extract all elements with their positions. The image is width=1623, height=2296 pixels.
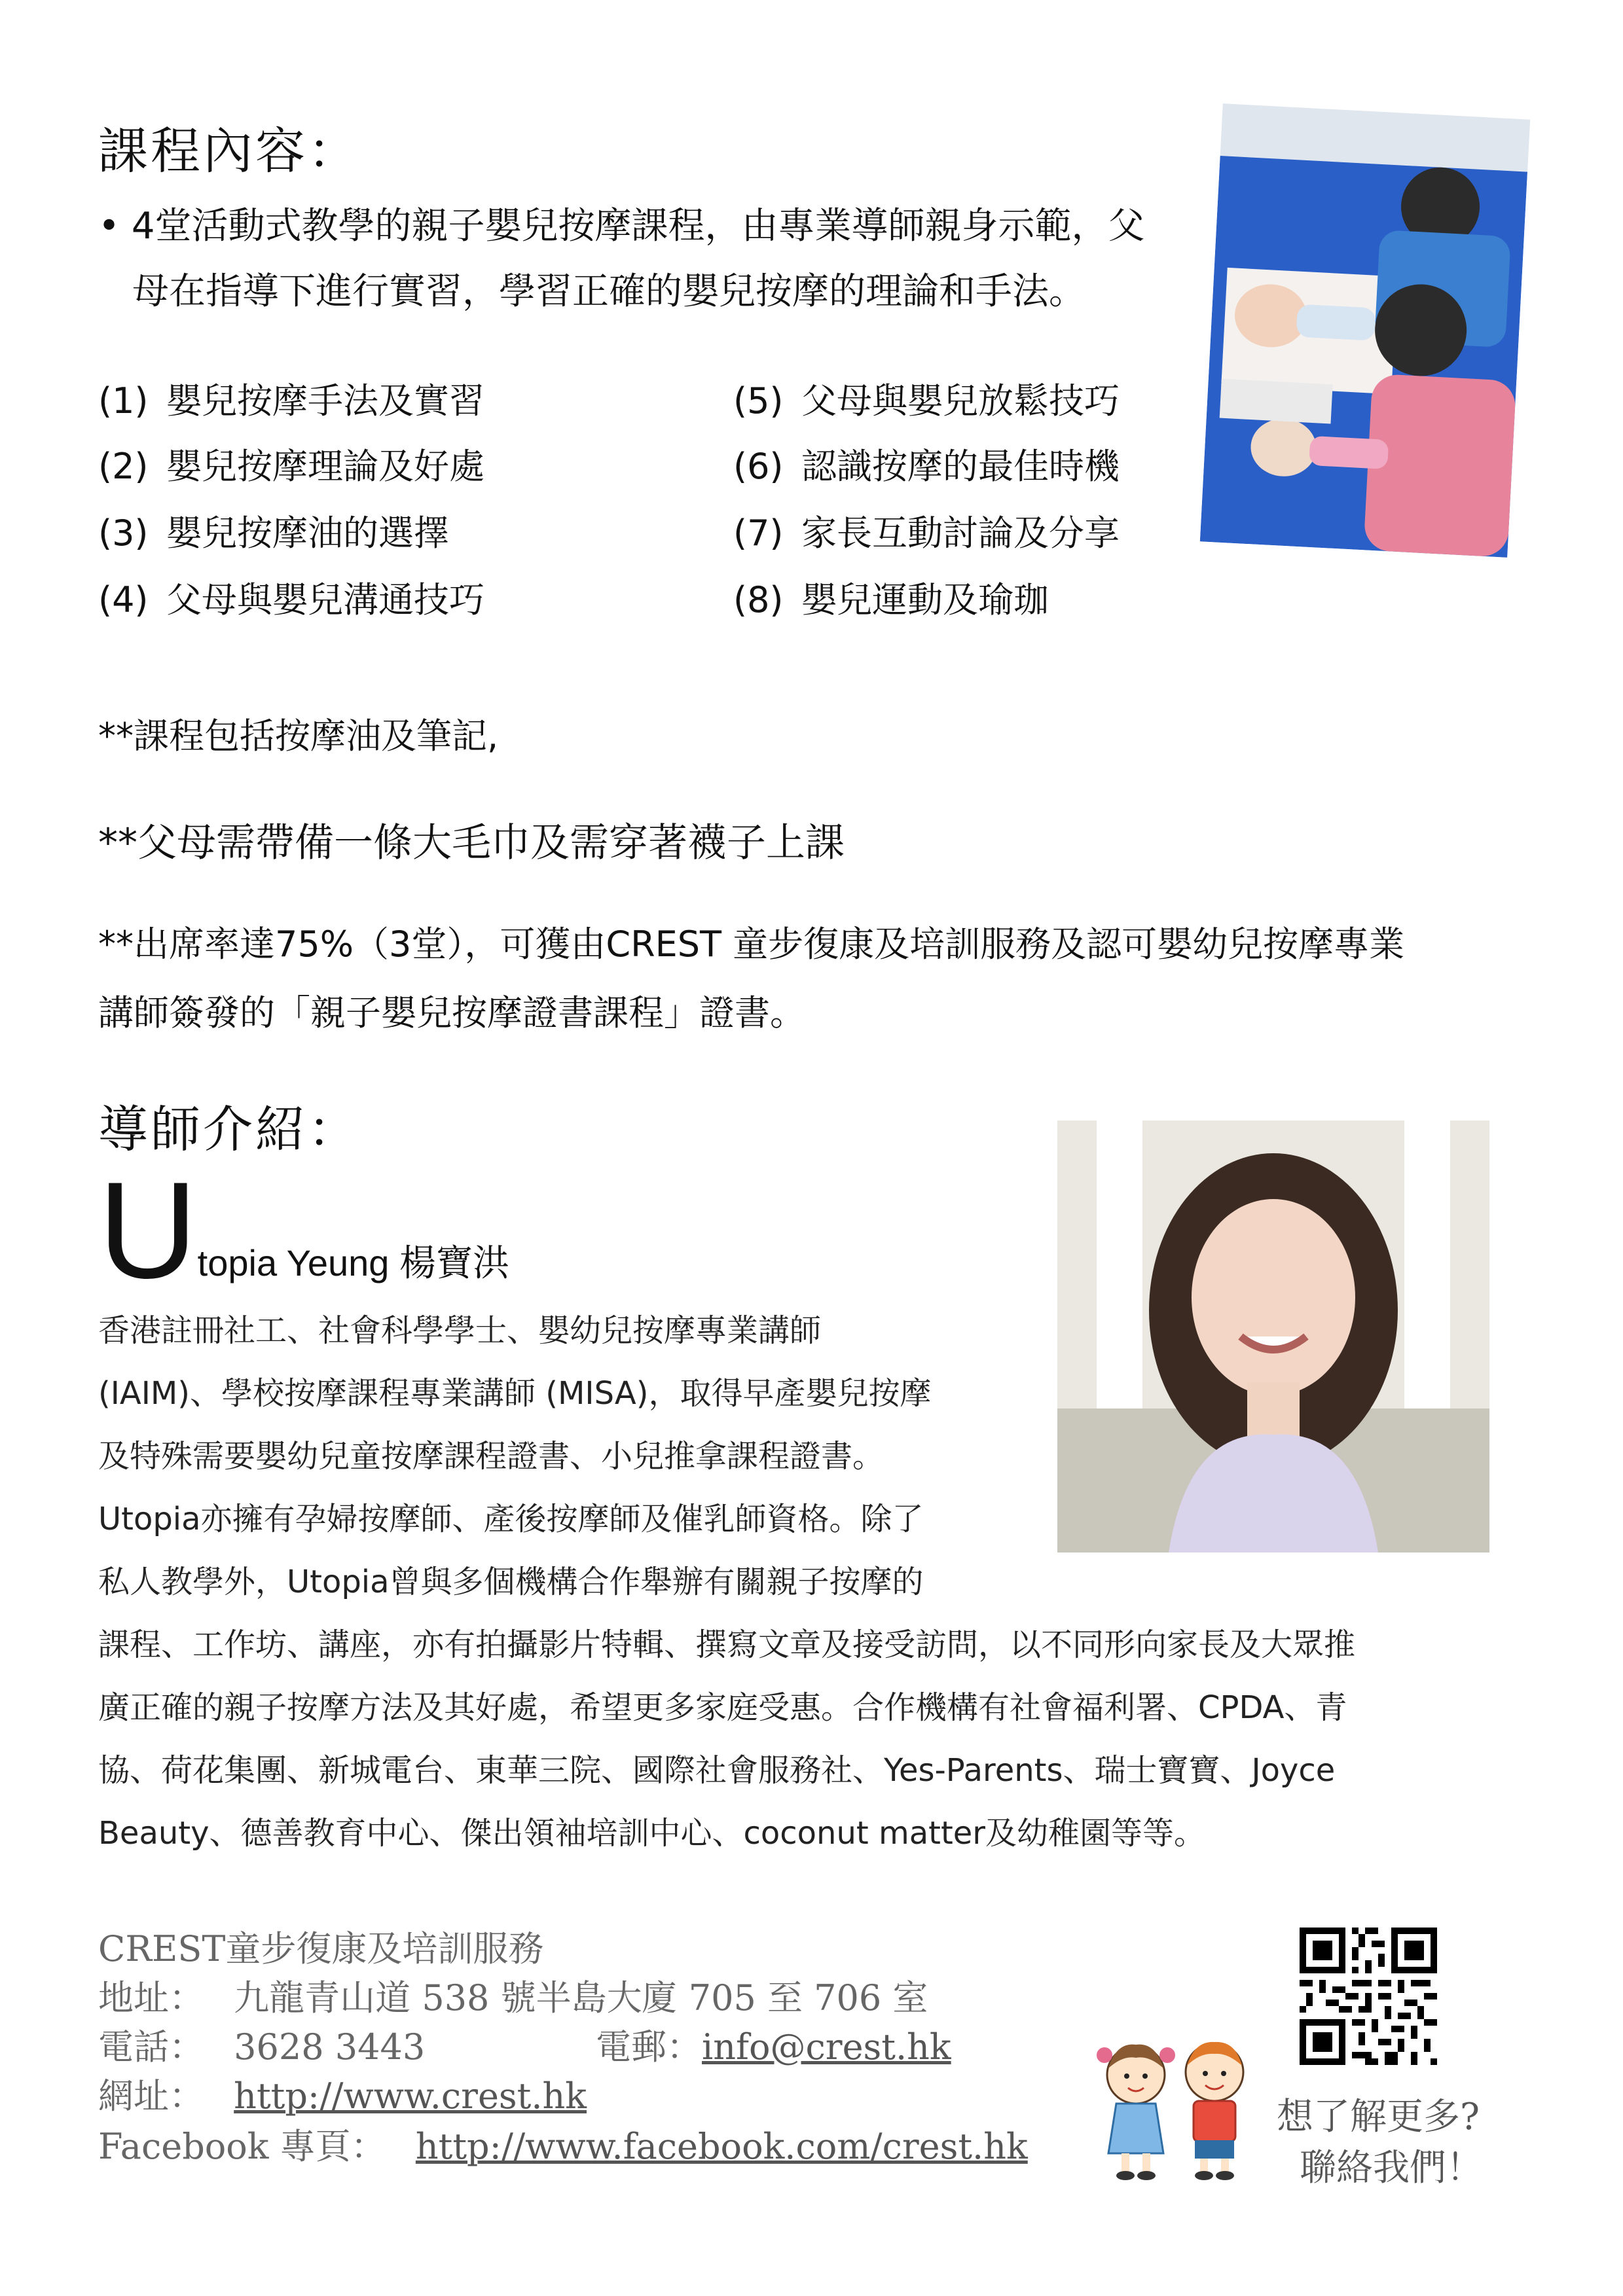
qr-code-icon <box>1300 1928 1437 2065</box>
qr-code[interactable] <box>1300 1928 1437 2065</box>
phone-value: 3628 3443 <box>234 2026 426 2068</box>
instructor-name <box>98 1153 509 1307</box>
email-link[interactable]: info@crest.hk <box>702 2026 951 2068</box>
email-row <box>596 2019 951 2070</box>
list-item: (3) 嬰兒按摩油的選擇 <box>98 512 449 554</box>
cartoon-kids-icon <box>1090 2029 1267 2186</box>
web-label: 網址： <box>98 2075 204 2117</box>
bio-line: 私人教學外，Utopia曾與多個機構合作舉辦有關親子按摩的 <box>98 1564 924 1600</box>
instructor-heading: 導師介紹： <box>98 1100 360 1158</box>
note-materials: **課程包括按摩油及筆記, <box>98 715 499 757</box>
facebook-link[interactable]: http://www.facebook.com/crest.hk <box>415 2126 1028 2167</box>
instructor-photo <box>1057 1121 1489 1552</box>
org-name: CREST童步復康及培訓服務 <box>98 1928 544 1969</box>
note-attendance-line2: 講師簽發的「親子嬰兒按摩證書課程」證書。 <box>98 992 805 1033</box>
intro-text-1: 4堂活動式教學的親子嬰兒按摩課程，由專業導師親身示範，父 <box>131 205 1145 247</box>
bullet: • <box>98 205 120 247</box>
course-intro-line1 <box>98 203 1144 251</box>
email-label: 電郵： <box>596 2026 702 2068</box>
bio-line: 課程、工作坊、講座，亦有拍攝影片特輯、撰寫文章及接受訪問，以不同形向家長及大眾推 <box>98 1626 1356 1663</box>
web-row <box>98 2068 587 2119</box>
instructor-portrait <box>1057 1121 1489 1552</box>
cta-line1: 想了解更多? <box>1277 2096 1480 2138</box>
bio-line: Utopia亦擁有孕婦按摩師、產後按摩師及催乳師資格。除了 <box>98 1501 924 1537</box>
course-heading: 課程內容： <box>98 122 360 180</box>
note-towel: **父母需帶備一條大毛巾及需穿著襪子上課 <box>98 820 845 866</box>
kids-illustration <box>1090 2029 1267 2186</box>
address-label: 地址： <box>98 1977 204 2018</box>
cta-line2: 聯絡我們！ <box>1300 2147 1483 2189</box>
bio-line: (IAIM)、學校按摩課程專業講師 (MISA)，取得早產嬰兒按摩 <box>98 1375 932 1412</box>
class-photo <box>1200 103 1530 558</box>
list-item: (1) 嬰兒按摩手法及實習 <box>98 380 484 422</box>
instructor-bio-wide <box>98 1613 1525 1865</box>
drop-cap: U <box>98 1153 198 1307</box>
phone-label: 電話： <box>98 2026 204 2068</box>
facebook-label: Facebook 專頁： <box>98 2126 386 2167</box>
bio-line: 香港註冊社工、社會科學學士、嬰幼兒按摩專業講師 <box>98 1312 822 1349</box>
class-photo-illustration <box>1200 103 1530 558</box>
bio-line: 及特殊需要嬰幼兒童按摩課程證書、小兒推拿課程證書。 <box>98 1438 884 1475</box>
list-item: (4) 父母與嬰兒溝通技巧 <box>98 579 484 620</box>
address-value: 九龍青山道 538 號半島大廈 705 至 706 室 <box>234 1977 928 2018</box>
phone-row <box>98 2019 425 2070</box>
address-row <box>98 1970 928 2020</box>
list-item: (5) 父母與嬰兒放鬆技巧 <box>733 380 1120 422</box>
bio-line: 廣正確的親子按摩方法及其好處，希望更多家庭受惠。合作機構有社會福利署、CPDA、青 <box>98 1689 1347 1726</box>
bio-line: 協、荷花集團、新城電台、東華三院、國際社會服務社、Yes-Parents、瑞士寶寶、Joyce <box>98 1752 1336 1789</box>
instructor-bio-narrow <box>98 1299 1054 1613</box>
note-attendance-line1: **出席率達75%（3堂），可獲由CREST 童步復康及培訓服務及認可嬰幼兒按摩專業 <box>98 924 1405 965</box>
bio-line: Beauty、德善教育中心、傑出領袖培訓中心、coconut matter及幼稚園等等。 <box>98 1815 1206 1852</box>
course-intro-line2: 母在指導下進行實習，學習正確的嬰兒按摩的理論和手法。 <box>132 270 1085 313</box>
website-link[interactable]: http://www.crest.hk <box>234 2075 587 2117</box>
facebook-row <box>98 2119 1028 2169</box>
instructor-name-text: topia Yeung 楊寶洪 <box>197 1242 509 1283</box>
list-item: (7) 家長互動討論及分享 <box>733 512 1120 554</box>
list-item: (6) 認識按摩的最佳時機 <box>733 446 1120 487</box>
list-item: (2) 嬰兒按摩理論及好處 <box>98 446 484 487</box>
list-item: (8) 嬰兒運動及瑜珈 <box>733 579 1049 620</box>
